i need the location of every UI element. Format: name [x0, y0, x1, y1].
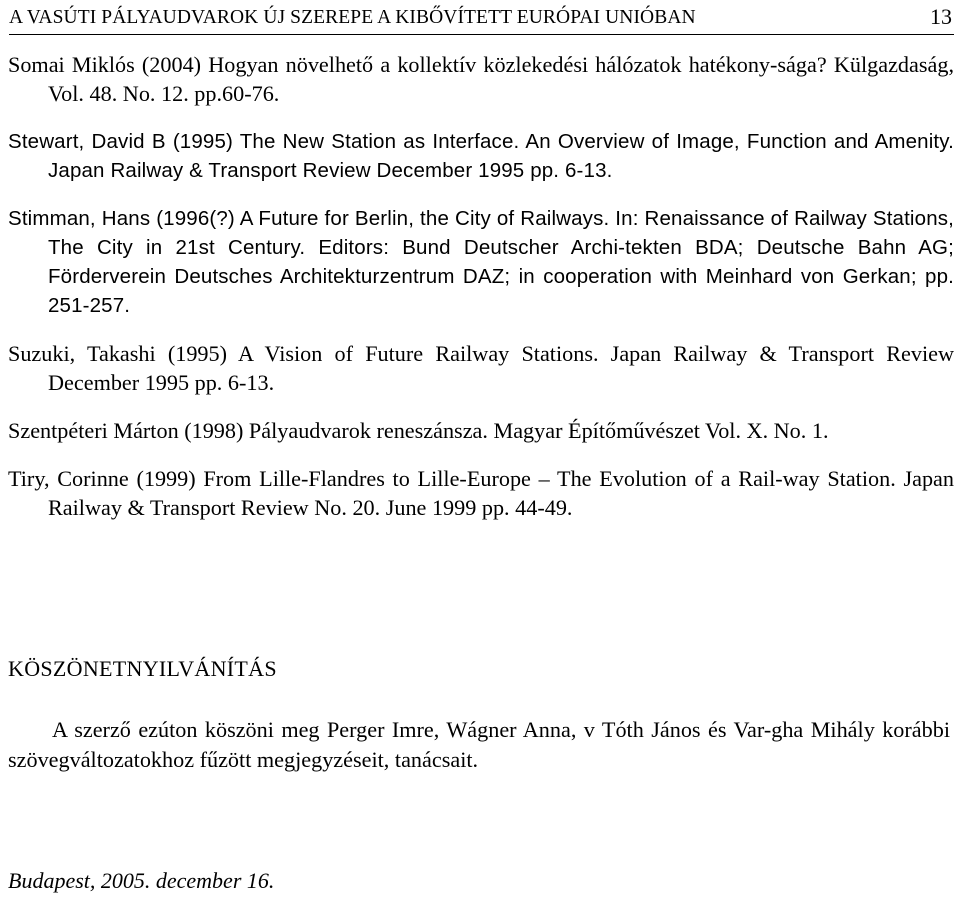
page-number: 13 — [930, 4, 952, 29]
reference-entry-stimman: Stimman, Hans (1996(?) A Future for Berlin, the City of Railways. In: Renaissance of Railway Stations, The City in 21st Century. Editors: Bund Deutscher Archi-tekten BDA; Deutsche Bahn AG; Förderverein Deutsches Architekturzentrum DAZ; in cooperation with Meinhard von Gerkan; pp. 251-257. — [8, 207, 954, 317]
running-header — [9, 4, 954, 35]
reference-entry-szentpeteri: Szentpéteri Márton (1998) Pályaudvarok reneszánsza. Magyar Építőművészet Vol. X. No. 1. — [8, 418, 829, 443]
reference-entry-suzuki: Suzuki, Takashi (1995) A Vision of Future Railway Stations. Japan Railway & Transport Review December 1995 pp. 6-13. — [8, 341, 954, 395]
reference-entry-tiry: Tiry, Corinne (1999) From Lille-Flandres to Lille-Europe – The Evolution of a Rail-way Station. Japan Railway & Transport Review No. 20. June 1999 pp. 44-49. — [8, 466, 954, 520]
acknowledgement-body: A szerző ezúton köszöni meg Perger Imre, Wágner Anna, v Tóth János és Var-gha Mihály korábbi szövegváltozatokhoz fűzött megjegyzéseit, tanácsait. — [8, 717, 950, 772]
running-header-title: A VASÚTI PÁLYAUDVAROK ÚJ SZEREPE A KIBŐVÍTETT EURÓPAI UNIÓBAN — [9, 7, 696, 28]
acknowledgement-heading: KÖSZÖNETNYILVÁNÍTÁS — [8, 656, 277, 681]
reference-entry-somai: Somai Miklós (2004) Hogyan növelhető a kollektív közlekedési hálózatok hatékony-sága? Külgazdaság, Vol. 48. No. 12. pp.60-76. — [8, 52, 954, 106]
place-date-signoff: Budapest, 2005. december 16. — [8, 868, 275, 893]
reference-entry-stewart: Stewart, David B (1995) The New Station as Interface. An Overview of Image, Function and Amenity. Japan Railway & Transport Review December 1995 pp. 6-13. — [8, 130, 954, 182]
reference-list — [8, 50, 954, 541]
